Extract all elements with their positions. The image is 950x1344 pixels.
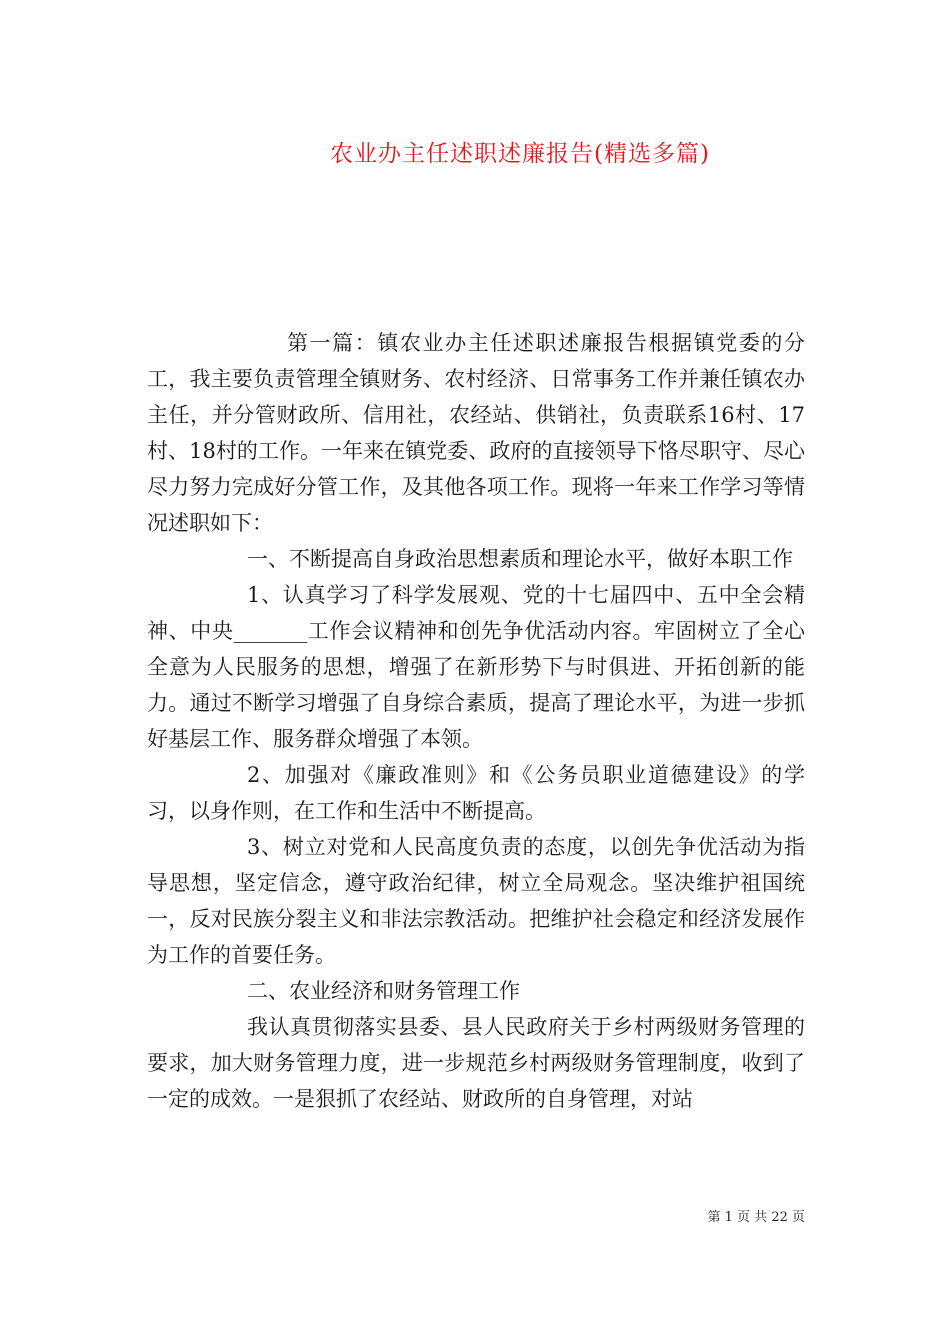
paragraph-item-1: 1、认真学习了科学发展观、党的十七届四中、五中全会精神、中央_______工作会议精神和创先争优活动内容。牢固树立了全心全意为人民服务的思想，增强了在新形势下与时俱进、开拓创新的能力。通过不断学习增强了自身综合素质，提高了理论水平，为进一步抓好基层工作、服务群众增强了本领。 <box>147 583 805 751</box>
section-heading-1: 一、不断提高自身政治思想素质和理论水平，做好本职工作 <box>247 547 793 571</box>
paragraph-item-3: 3、树立对党和人民高度负责的态度，以创先争优活动为指导思想，坚定信念，遵守政治纪律，树立全局观念。坚决维护祖国统一，反对民族分裂主义和非法宗教活动。把维护社会稳定和经济发展作为工作的首要任务。 <box>147 835 805 967</box>
section-heading-2: 二、农业经济和财务管理工作 <box>247 979 520 1003</box>
paragraph-finance: 我认真贯彻落实县委、县人民政府关于乡村两级财务管理的要求，加大财务管理力度，进一步规范乡村两级财务管理制度，收到了一定的成效。一是狠抓了农经站、财政所的自身管理，对站 <box>147 1015 805 1111</box>
document-body <box>147 325 805 1117</box>
document-title: 农业办主任述职述廉报告(精选多篇) <box>330 141 710 167</box>
paragraph-intro: 第一篇：镇农业办主任述职述廉报告根据镇党委的分工，我主要负责管理全镇财务、农村经济、日常事务工作并兼任镇农办主任，并分管财政所、信用社，农经站、供销社，负责联系16村、17村、18村的工作。一年来在镇党委、政府的直接领导下恪尽职守、尽心尽力努力完成好分管工作，及其他各项工作。现将一年来工作学习等情况述职如下： <box>147 331 805 535</box>
page-number: 第 1 页 共 22 页 <box>707 1210 805 1225</box>
paragraph-item-2: 2、加强对《廉政准则》和《公务员职业道德建设》的学习，以身作则，在工作和生活中不断提高。 <box>147 763 805 823</box>
